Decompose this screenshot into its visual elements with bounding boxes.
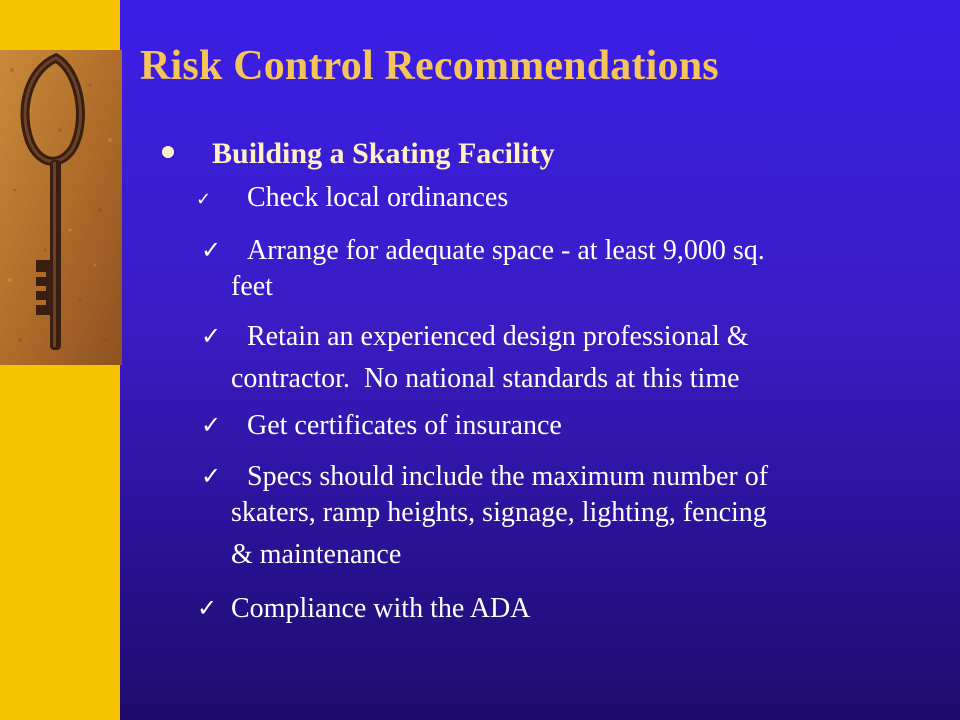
list-item: ✓ Compliance with the ADA — [197, 593, 531, 624]
skeleton-key-icon — [0, 50, 122, 365]
list-item-continuation: skaters, ramp heights, signage, lighting, fencing — [231, 497, 767, 528]
checkmark-icon: ✓ — [201, 411, 222, 439]
list-item: ✓ Specs should include the maximum number of — [201, 461, 769, 492]
skeleton-key-photo — [0, 50, 122, 365]
list-item: ✓ Check local ordinances — [231, 181, 508, 214]
checkmark-icon: ✓ — [201, 462, 222, 490]
list-item: ✓ Retain an experienced design professional & — [201, 321, 749, 352]
slide-title: Risk Control Recommendations — [140, 43, 719, 89]
bullet-icon — [162, 146, 174, 158]
section-heading: Building a Skating Facility — [212, 137, 555, 170]
checkmark-icon: ✓ — [201, 322, 222, 350]
checkmark-icon: ✓ — [196, 189, 212, 210]
checkmark-icon: ✓ — [201, 236, 222, 264]
list-item-continuation: & maintenance — [231, 539, 402, 570]
list-item-continuation: feet — [231, 271, 273, 302]
list-item: ✓ Get certificates of insurance — [201, 410, 562, 441]
list-item: ✓ Arrange for adequate space - at least 9,000 sq. — [201, 235, 765, 266]
list-item-continuation: contractor. No national standards at this time — [231, 363, 740, 394]
checkmark-icon: ✓ — [197, 594, 218, 622]
